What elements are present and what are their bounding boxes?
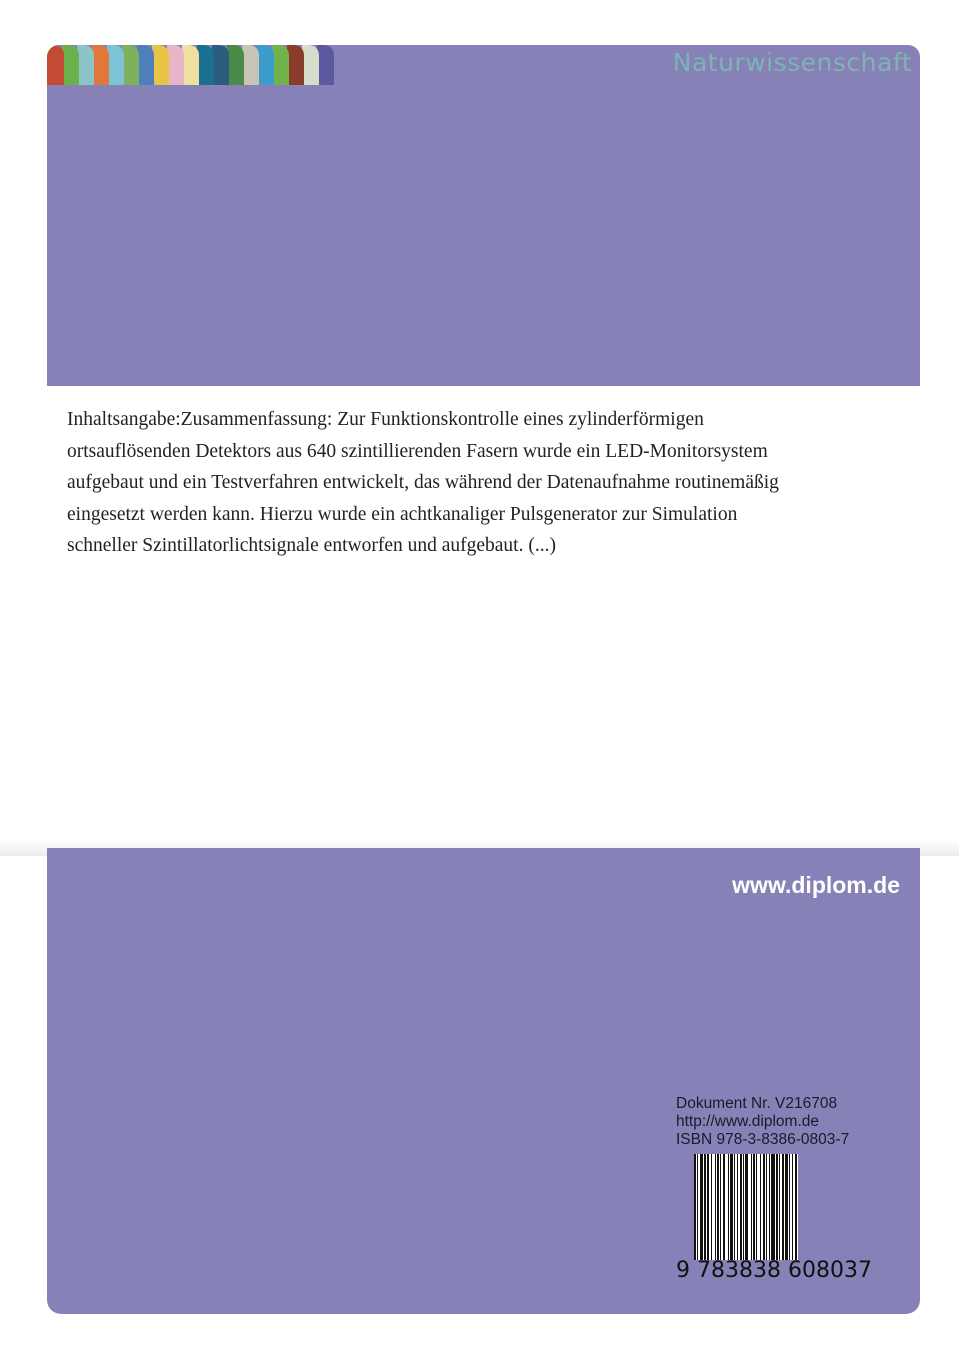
barcode-digits: 9 783838 608037 — [676, 1258, 872, 1283]
document-number: Dokument Nr. V216708 — [676, 1095, 838, 1112]
color-stripe — [227, 45, 244, 85]
color-stripe — [47, 45, 64, 85]
color-stripe — [182, 45, 199, 85]
color-stripe — [167, 45, 184, 85]
color-stripe — [62, 45, 79, 85]
publisher-url[interactable]: http://www.diplom.de — [676, 1113, 820, 1130]
color-stripe — [242, 45, 259, 85]
color-stripe — [212, 45, 229, 85]
color-stripe — [317, 45, 334, 85]
cover-bottom-panel — [47, 848, 920, 1314]
barcode-bar — [797, 1154, 798, 1260]
abstract-text: Inhaltsangabe:Zusammenfassung: Zur Funktionskontrolle eines zylinderförmigen ortsauflösenden Detektors aus 640 szintillierenden Fasern wurde ein LED-Monitorsystem aufgebaut und ein Testverfahren entwickelt, das während der Datenaufnahme routinemäßig eingesetzt werden kann. Hierzu wurde ein achtkanaliger Pulsgenerator zur Simulation schneller Szintillatorlichtsignale entworfen und aufgebaut. (...) — [67, 409, 779, 557]
color-stripes — [47, 45, 332, 85]
color-stripe — [302, 45, 319, 85]
isbn-barcode — [676, 1150, 904, 1290]
color-stripe — [257, 45, 274, 85]
isbn-number: ISBN 978-3-8386-0803-7 — [676, 1131, 850, 1148]
document-info — [676, 1095, 849, 1149]
category-label: Naturwissenschaft — [672, 48, 912, 77]
color-stripe — [77, 45, 94, 85]
color-stripe — [107, 45, 124, 85]
barcode-bars — [694, 1154, 898, 1260]
color-stripe — [122, 45, 139, 85]
cover-top-panel — [47, 45, 920, 386]
color-stripe — [152, 45, 169, 85]
color-stripe — [137, 45, 154, 85]
publisher-website[interactable]: www.diplom.de — [732, 872, 900, 898]
color-stripe — [287, 45, 304, 85]
color-stripe — [197, 45, 214, 85]
color-stripe — [272, 45, 289, 85]
color-stripe — [92, 45, 109, 85]
